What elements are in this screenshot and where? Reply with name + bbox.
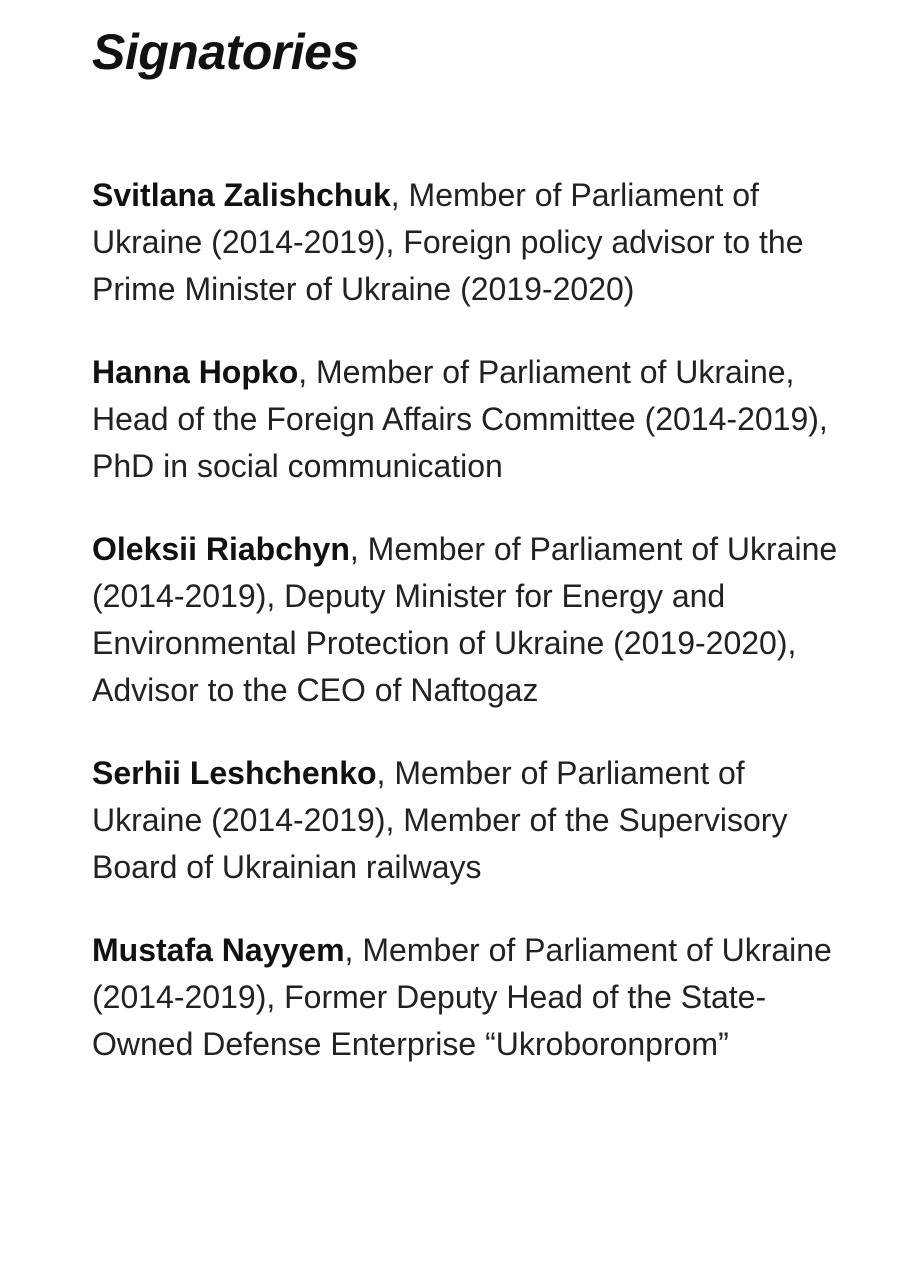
signatory-name: Svitlana Zalishchuk [92, 177, 391, 213]
signatory-entry [92, 349, 852, 490]
signatories-list [92, 172, 852, 1104]
signatory-name: Oleksii Riabchyn [92, 531, 350, 567]
signatory-entry [92, 750, 852, 891]
page-title: Signatories [92, 24, 359, 80]
signatory-name: Mustafa Nayyem [92, 932, 345, 968]
signatory-description: , Member of Parliament of Ukraine, Head of the Foreign Affairs Committee (2014-2019), PhD in social communication [92, 354, 828, 484]
signatory-name: Serhii Leshchenko [92, 755, 377, 791]
signatory-entry [92, 526, 852, 714]
signatory-entry [92, 172, 852, 313]
signatory-name: Hanna Hopko [92, 354, 299, 390]
signatory-description: , Member of Parliament of Ukraine (2014-2019), Deputy Minister for Energy and Environmental Protection of Ukraine (2019-2020), Advisor to the CEO of Naftogaz [92, 531, 838, 708]
signatory-entry [92, 927, 852, 1068]
signatory-description: , Member of Parliament of Ukraine (2014-2019), Member of the Supervisory Board of Ukrainian railways [92, 755, 788, 885]
signatory-description: , Member of Parliament of Ukraine (2014-2019), Foreign policy advisor to the Prime Minister of Ukraine (2019-2020) [92, 177, 804, 307]
signatory-description: , Member of Parliament of Ukraine (2014-2019), Former Deputy Head of the State-Owned Defense Enterprise “Ukroboronprom” [92, 932, 832, 1062]
